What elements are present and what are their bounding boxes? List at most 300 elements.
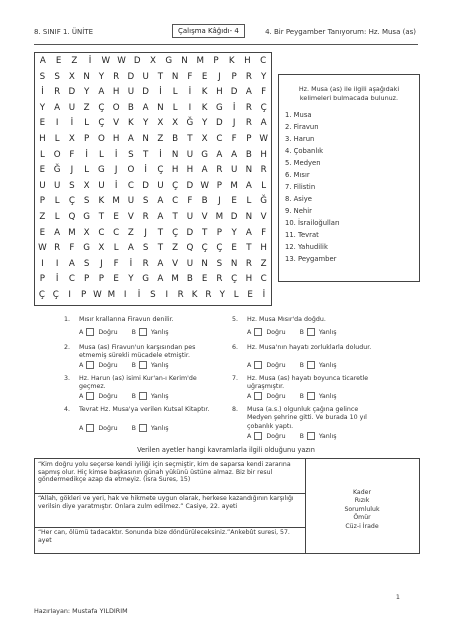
grid-letter[interactable]: M xyxy=(215,212,224,222)
grid-letter[interactable]: C xyxy=(260,56,267,66)
option-b-checkbox[interactable] xyxy=(139,424,147,432)
option-a-letter: A xyxy=(247,392,252,400)
option-b-checkbox[interactable] xyxy=(307,328,315,336)
grid-letter[interactable]: Ç xyxy=(38,290,45,300)
grid-letter[interactable]: H xyxy=(260,243,267,254)
grid-letter[interactable]: U xyxy=(186,212,194,222)
grid-letter[interactable]: R xyxy=(245,118,252,129)
grid-letter[interactable]: O xyxy=(53,149,61,160)
answer-options-3 xyxy=(79,392,169,400)
grid-letter[interactable]: E xyxy=(231,196,237,207)
grid-letter[interactable]: X xyxy=(157,118,164,129)
grid-letter[interactable]: X xyxy=(83,180,90,191)
grid-letter[interactable]: N xyxy=(201,258,208,269)
grid-letter[interactable]: J xyxy=(218,196,221,207)
grid-letter[interactable]: J xyxy=(70,165,74,176)
grid-letter[interactable]: İ xyxy=(55,274,59,285)
grid-letter[interactable]: L xyxy=(54,196,60,207)
grid-letter[interactable]: F xyxy=(261,227,267,238)
grid-letter[interactable]: H xyxy=(112,134,120,144)
grid-letter[interactable]: H xyxy=(112,87,120,98)
answer-options-4 xyxy=(79,424,169,432)
grid-letter[interactable]: P xyxy=(98,274,104,285)
grid-letter[interactable]: P xyxy=(84,134,90,144)
option-b-checkbox[interactable] xyxy=(139,392,147,400)
grid-letter[interactable]: Z xyxy=(127,227,134,238)
grid-letter[interactable]: N xyxy=(142,134,149,144)
grid-letter[interactable]: H xyxy=(186,165,194,176)
grid-letter[interactable]: Ç xyxy=(157,165,164,176)
grid-letter[interactable]: V xyxy=(127,212,134,222)
grid-letter[interactable]: X xyxy=(201,134,208,144)
option-a-checkbox[interactable] xyxy=(254,392,262,400)
grid-letter[interactable]: D xyxy=(142,87,149,98)
grid-letter[interactable]: A xyxy=(216,149,223,160)
grid-letter[interactable]: G xyxy=(201,149,208,160)
grid-letter[interactable]: Ç xyxy=(98,102,105,113)
grid-letter[interactable]: P xyxy=(80,290,87,300)
grid-letter[interactable]: H xyxy=(171,165,179,176)
grid-letter[interactable]: U xyxy=(186,149,194,160)
grid-letter[interactable]: M xyxy=(112,196,120,207)
question-text: Hz. Musa'nın hayatı zorluklarla doludur. xyxy=(247,344,372,351)
grid-letter[interactable]: X xyxy=(68,134,75,144)
grid-letter[interactable]: B xyxy=(245,149,252,160)
grid-letter[interactable]: Y xyxy=(260,71,267,82)
grid-letter[interactable]: E xyxy=(201,71,208,82)
grid-letter[interactable]: A xyxy=(201,165,208,176)
option-b-label: Yanlış xyxy=(150,361,169,369)
grid-letter[interactable]: R xyxy=(54,87,61,98)
grid-letter[interactable]: R xyxy=(216,274,223,285)
grid-letter[interactable]: Ç xyxy=(172,227,179,238)
grid-letter[interactable]: N xyxy=(245,165,253,176)
grid-letter[interactable]: H xyxy=(39,134,46,144)
grid-letter[interactable]: G xyxy=(216,102,223,113)
grid-letter[interactable]: Y xyxy=(219,290,225,300)
grid-letter[interactable]: B xyxy=(186,274,193,285)
grid-letter[interactable]: E xyxy=(113,274,119,285)
grid-letter[interactable]: Ğ xyxy=(186,118,194,129)
grid-letter[interactable]: İ xyxy=(159,87,162,98)
grid-letter[interactable]: P xyxy=(39,274,45,285)
grid-letter[interactable]: F xyxy=(231,134,237,144)
grid-letter[interactable]: İ xyxy=(70,118,74,129)
grid-letter[interactable]: Ç xyxy=(172,180,179,191)
grid-letter[interactable]: A xyxy=(39,56,46,66)
grid-letter[interactable]: V xyxy=(113,118,120,129)
option-b-checkbox[interactable] xyxy=(307,361,315,369)
grid-letter[interactable]: G xyxy=(165,56,173,66)
grid-letter[interactable]: W xyxy=(259,134,268,144)
grid-letter[interactable]: L xyxy=(172,87,178,98)
grid-letter[interactable]: Ğ xyxy=(260,196,267,207)
grid-letter[interactable]: I xyxy=(55,118,59,129)
grid-letter[interactable]: D xyxy=(230,87,238,98)
grid-letter[interactable]: T xyxy=(187,134,193,144)
grid-letter[interactable]: Z xyxy=(260,258,267,269)
option-a-checkbox[interactable] xyxy=(86,424,94,432)
grid-letter[interactable]: K xyxy=(201,102,208,113)
grid-letter[interactable]: R xyxy=(245,71,252,82)
option-a-checkbox[interactable] xyxy=(86,392,94,400)
grid-letter[interactable]: S xyxy=(216,258,223,269)
grid-letter[interactable]: T xyxy=(246,243,252,254)
grid-letter[interactable]: H xyxy=(216,87,223,98)
grid-letter[interactable]: A xyxy=(260,118,267,129)
grid-letter[interactable]: U xyxy=(157,180,164,191)
grid-letter[interactable]: Y xyxy=(201,118,208,129)
grid-letter[interactable]: F xyxy=(187,71,193,82)
grid-letter[interactable]: Y xyxy=(98,71,105,82)
grid-letter[interactable]: A xyxy=(245,87,252,98)
grid-letter[interactable]: G xyxy=(83,212,90,222)
grid-letter[interactable]: B xyxy=(127,102,134,113)
grid-letter[interactable]: P xyxy=(216,227,222,238)
grid-letter[interactable]: U xyxy=(127,196,135,207)
grid-letter[interactable]: L xyxy=(233,290,239,300)
grid-letter[interactable]: İ xyxy=(129,258,133,269)
grid-letter[interactable]: E xyxy=(247,290,253,300)
grid-letter[interactable]: I xyxy=(123,290,127,300)
grid-letter[interactable]: L xyxy=(98,149,104,160)
grid-letter[interactable]: Ç xyxy=(201,243,208,254)
grid-row xyxy=(35,148,271,164)
grid-letter[interactable]: T xyxy=(142,149,149,160)
grid-letter[interactable]: S xyxy=(69,180,75,191)
row-divider xyxy=(35,493,305,494)
grid-letter[interactable]: P xyxy=(39,196,45,207)
grid-letter[interactable]: S xyxy=(54,71,60,82)
grid-letter[interactable]: İ xyxy=(144,165,147,176)
option-a-checkbox[interactable] xyxy=(254,361,262,369)
grid-letter[interactable]: E xyxy=(113,212,119,222)
grid-letter[interactable]: C xyxy=(260,274,267,285)
concept-item: Cüz-i İrade xyxy=(345,522,379,530)
grid-letter[interactable]: C xyxy=(113,227,120,238)
grid-letter[interactable]: R xyxy=(205,290,212,300)
grid-letter[interactable]: J xyxy=(114,165,118,176)
grid-letter[interactable]: A xyxy=(157,274,164,285)
grid-letter[interactable]: İ xyxy=(137,290,141,300)
grid-letter[interactable]: B xyxy=(172,134,179,144)
grid-letter[interactable]: N xyxy=(181,56,188,66)
header-divider xyxy=(34,44,418,45)
grid-letter[interactable]: E xyxy=(39,165,46,176)
grid-letter[interactable]: F xyxy=(113,258,119,269)
grid-letter[interactable]: G xyxy=(83,243,90,254)
grid-letter[interactable]: A xyxy=(68,258,75,269)
grid-letter[interactable]: İ xyxy=(159,149,162,160)
grid-letter[interactable]: L xyxy=(261,180,267,191)
grid-letter[interactable]: Y xyxy=(83,87,90,98)
grid-letter[interactable]: X xyxy=(83,227,90,238)
grid-letter[interactable]: Z xyxy=(71,56,78,66)
grid-letter[interactable]: A xyxy=(127,134,134,144)
grid-letter[interactable]: P xyxy=(84,274,90,285)
grid-letter[interactable]: Ç xyxy=(260,102,267,113)
grid-letter[interactable]: Ç xyxy=(68,196,75,207)
grid-letter[interactable]: A xyxy=(142,102,149,113)
grid-letter[interactable]: W xyxy=(200,180,209,191)
grid-letter[interactable]: U xyxy=(186,258,194,269)
grid-letter[interactable]: S xyxy=(142,243,149,254)
grid-letter[interactable]: K xyxy=(201,87,208,98)
option-a-checkbox[interactable] xyxy=(86,328,94,336)
grid-letter[interactable]: I xyxy=(55,258,59,269)
grid-letter[interactable]: F xyxy=(187,196,193,207)
grid-letter[interactable]: İ xyxy=(114,149,118,160)
grid-letter[interactable]: P xyxy=(216,180,222,191)
grid-letter[interactable]: U xyxy=(98,180,105,191)
grid-letter[interactable]: I xyxy=(165,290,169,300)
answer-options-8 xyxy=(247,432,337,440)
grid-letter[interactable]: D xyxy=(186,227,194,238)
grid-letter[interactable]: F xyxy=(69,149,75,160)
grid-letter[interactable]: R xyxy=(142,212,149,222)
grid-letter[interactable]: Y xyxy=(128,274,134,285)
grid-letter[interactable]: Y xyxy=(231,227,237,238)
grid-letter[interactable]: O xyxy=(97,134,105,144)
grid-letter[interactable]: R xyxy=(216,165,223,176)
grid-letter[interactable]: V xyxy=(260,212,267,222)
grid-letter[interactable]: E xyxy=(231,243,237,254)
grid-letter[interactable]: R xyxy=(54,243,61,254)
grid-letter[interactable]: L xyxy=(84,118,90,129)
grid-letter[interactable]: K xyxy=(98,196,105,207)
word-item: 10. İsrailoğulları xyxy=(285,219,340,227)
grid-letter[interactable]: E xyxy=(39,118,46,129)
grid-letter[interactable]: N xyxy=(230,258,238,269)
grid-letter[interactable]: M xyxy=(171,274,179,285)
grid-letter[interactable]: S xyxy=(39,71,46,82)
grid-letter[interactable]: A xyxy=(127,243,134,254)
verses-column xyxy=(35,459,306,553)
question-text: Musa (as) Firavun'un karşısından pes etmemiş sürekli mücadele etmiştir. xyxy=(79,344,196,360)
row-divider xyxy=(35,527,305,528)
grid-letter[interactable]: H xyxy=(244,56,251,66)
grid-letter[interactable]: N xyxy=(157,102,164,113)
grid-letter[interactable]: C xyxy=(127,180,134,191)
option-a-checkbox[interactable] xyxy=(254,432,262,440)
grid-letter[interactable]: A xyxy=(245,180,252,191)
grid-letter[interactable]: İ xyxy=(41,87,44,98)
grid-letter[interactable]: I xyxy=(188,102,192,113)
grid-letter[interactable]: D xyxy=(186,180,194,191)
grid-letter[interactable]: D xyxy=(127,71,135,82)
option-b-checkbox[interactable] xyxy=(307,392,315,400)
grid-letter[interactable]: Ç xyxy=(98,118,105,129)
grid-letter[interactable]: A xyxy=(157,258,164,269)
grid-letter[interactable]: J xyxy=(144,227,147,238)
grid-letter[interactable]: M xyxy=(196,56,204,66)
grid-letter[interactable]: P xyxy=(231,71,237,82)
grid-letter[interactable]: Z xyxy=(157,134,164,144)
grid-letter[interactable]: K xyxy=(228,56,235,66)
option-b-letter: B xyxy=(299,361,304,369)
question-number: 6. xyxy=(232,344,239,351)
option-b-checkbox[interactable] xyxy=(307,432,315,440)
grid-letter[interactable]: V xyxy=(201,212,208,222)
grid-letter[interactable]: I xyxy=(41,258,44,269)
grid-letter[interactable]: W xyxy=(117,56,126,66)
option-a-letter: A xyxy=(79,392,84,400)
grid-letter[interactable]: O xyxy=(112,102,120,113)
grid-letter[interactable]: R xyxy=(142,258,149,269)
grid-letter[interactable]: L xyxy=(172,102,178,113)
grid-letter[interactable]: C xyxy=(98,227,105,238)
grid-letter[interactable]: K xyxy=(128,118,134,129)
grid-letter[interactable]: U xyxy=(68,102,76,113)
grid-letter[interactable]: S xyxy=(150,290,156,300)
grid-letter[interactable]: F xyxy=(261,87,267,98)
question-text: Musa (a.s.) olgunluk çağına gelince Medyen şehrine gitti. Ve burada 10 yıl çobanlık yaptı. xyxy=(247,406,367,430)
grid-letter[interactable]: F xyxy=(69,243,75,254)
grid-letter[interactable]: H xyxy=(245,274,253,285)
grid-letter[interactable]: T xyxy=(157,227,164,238)
grid-letter[interactable]: U xyxy=(39,180,46,191)
grid-letter[interactable]: Z xyxy=(83,102,90,113)
grid-letter[interactable]: W xyxy=(101,56,111,66)
grid-letter[interactable]: W xyxy=(38,243,47,254)
grid-letter[interactable]: T xyxy=(157,71,164,82)
grid-letter[interactable]: M xyxy=(230,180,238,191)
grid-letter[interactable]: X xyxy=(150,56,156,66)
grid-letter[interactable]: N xyxy=(171,149,179,160)
question-3 xyxy=(64,375,214,393)
grid-letter[interactable]: X xyxy=(98,243,105,254)
grid-letter[interactable]: G xyxy=(142,274,149,285)
grid-letter[interactable]: Y xyxy=(142,118,149,129)
grid-letter[interactable]: İ xyxy=(262,290,266,300)
grid-letter[interactable]: S xyxy=(83,196,90,207)
grid-letter[interactable]: İ xyxy=(85,149,88,160)
grid-letter[interactable]: S xyxy=(83,258,90,269)
grid-letter[interactable]: Y xyxy=(39,102,46,113)
question-number: 2. xyxy=(64,344,71,351)
grid-letter[interactable]: U xyxy=(142,71,149,82)
grid-letter[interactable]: A xyxy=(54,227,61,238)
grid-letter[interactable]: T xyxy=(157,243,164,254)
grid-letter[interactable]: R xyxy=(260,165,267,176)
grid-letter[interactable]: A xyxy=(157,212,164,222)
grid-letter[interactable]: A xyxy=(245,227,252,238)
question-number: 5. xyxy=(232,316,239,323)
grid-letter[interactable]: R xyxy=(245,258,252,269)
grid-letter[interactable]: P xyxy=(213,56,219,66)
grid-letter[interactable]: O xyxy=(127,165,135,176)
grid-letter[interactable]: E xyxy=(55,56,62,66)
grid-letter[interactable]: M xyxy=(68,227,76,238)
grid-letter[interactable]: Z xyxy=(172,243,179,254)
option-a-checkbox[interactable] xyxy=(86,361,94,369)
grid-letter[interactable]: İ xyxy=(88,56,92,66)
grid-letter[interactable]: N xyxy=(245,212,253,222)
grid-letter[interactable]: L xyxy=(54,134,60,144)
grid-letter[interactable]: J xyxy=(232,118,236,129)
grid-letter[interactable]: Ç xyxy=(216,243,223,254)
option-a-checkbox[interactable] xyxy=(254,328,262,336)
grid-letter[interactable]: J xyxy=(100,258,103,269)
grid-letter[interactable]: M xyxy=(107,290,116,300)
grid-letter[interactable]: C xyxy=(68,274,75,285)
grid-letter[interactable]: D xyxy=(142,180,149,191)
grid-letter[interactable]: Q xyxy=(186,243,194,254)
grid-letter[interactable]: X xyxy=(172,118,179,129)
grid-letter[interactable]: Ç xyxy=(231,274,238,285)
grid-letter[interactable]: D xyxy=(216,118,223,129)
grid-letter[interactable]: R xyxy=(245,102,252,113)
grid-letter[interactable]: L xyxy=(246,196,252,207)
verses-section-title: Verilen ayetler hangi kavramlarla ilgili olduğunu yazın xyxy=(137,446,315,454)
option-b-checkbox[interactable] xyxy=(139,361,147,369)
question-6 xyxy=(232,344,392,362)
grid-row xyxy=(35,85,271,101)
grid-letter[interactable]: A xyxy=(157,196,164,207)
grid-letter[interactable]: L xyxy=(39,149,45,160)
grid-letter[interactable]: L xyxy=(84,165,90,176)
grid-letter[interactable]: I xyxy=(68,290,71,300)
grid-letter[interactable]: T xyxy=(201,227,208,238)
grid-letter[interactable]: C xyxy=(172,196,179,207)
option-b-checkbox[interactable] xyxy=(139,328,147,336)
grid-letter[interactable]: L xyxy=(113,243,119,254)
grid-letter[interactable]: J xyxy=(218,71,221,82)
grid-letter[interactable]: U xyxy=(53,180,61,191)
grid-letter[interactable]: G xyxy=(98,165,105,176)
option-a-label: Doğru xyxy=(98,328,118,336)
grid-letter[interactable]: Ğ xyxy=(53,165,61,176)
verse-1: “Kim doğru yolu seçerse kendi iyiliği için seçmiştir, kim de saparsa kendi zararına sapmış olur. Hiç kimse başkasının günah yükünü üstüne almaz. Biz bir resul göndermedikçe azap da etmeyiz. (isra Sures, 15) xyxy=(38,461,291,484)
grid-letter[interactable]: İ xyxy=(188,87,192,98)
grid-letter[interactable]: İ xyxy=(114,180,118,191)
grid-letter[interactable]: N xyxy=(83,71,90,82)
grid-letter[interactable]: Ç xyxy=(52,290,59,300)
grid-letter[interactable]: L xyxy=(54,212,60,222)
grid-letter[interactable]: Z xyxy=(39,212,46,222)
grid-letter[interactable]: P xyxy=(246,134,252,144)
grid-letter[interactable]: S xyxy=(142,196,149,207)
grid-letter[interactable]: D xyxy=(133,56,141,66)
concept-item: Rızık xyxy=(354,497,370,505)
grid-letter[interactable]: D xyxy=(68,87,76,98)
grid-letter[interactable]: K xyxy=(191,290,198,300)
grid-letter[interactable]: S xyxy=(128,149,134,160)
grid-letter[interactable]: W xyxy=(93,290,102,300)
grid-letter[interactable]: H xyxy=(260,149,267,160)
grid-letter[interactable]: N xyxy=(171,71,179,82)
grid-letter[interactable]: U xyxy=(127,87,135,98)
grid-letter[interactable]: T xyxy=(172,212,178,222)
grid-letter[interactable]: X xyxy=(68,71,75,82)
grid-letter[interactable]: U xyxy=(230,165,238,176)
grid-letter[interactable]: R xyxy=(177,290,184,300)
grid-letter[interactable]: A xyxy=(98,87,105,98)
question-text: Mısır krallarına Firavun denilir. xyxy=(79,316,174,323)
grid-letter[interactable]: B xyxy=(201,196,208,207)
grid-letter[interactable]: T xyxy=(98,212,105,222)
grid-letter[interactable]: Q xyxy=(68,212,76,222)
grid-letter[interactable]: A xyxy=(54,102,61,113)
grid-letter[interactable]: A xyxy=(231,149,238,160)
grid-letter[interactable]: V xyxy=(172,258,179,269)
grid-letter[interactable]: D xyxy=(230,212,238,222)
grid-letter[interactable]: E xyxy=(39,227,46,238)
grid-letter[interactable]: E xyxy=(201,274,208,285)
grid-letter[interactable]: İ xyxy=(232,102,236,113)
grid-letter[interactable]: R xyxy=(113,71,120,82)
grid-letter[interactable]: C xyxy=(216,134,223,144)
